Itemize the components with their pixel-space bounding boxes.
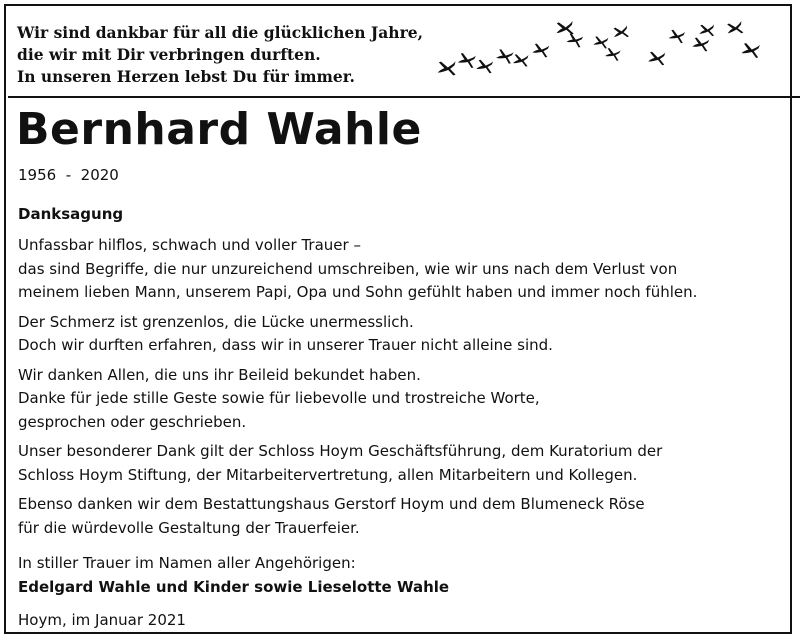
paragraph (18, 311, 788, 358)
poem-line: In unseren Herzen lebst Du für immer. (17, 67, 355, 86)
paragraph (18, 440, 788, 487)
notice-body (18, 204, 788, 633)
text-line: gesprochen oder geschrieben. (18, 412, 247, 431)
memorial-poem (17, 22, 423, 88)
paragraph (18, 493, 788, 540)
text-line: Unser besonderer Dank gilt der Schloss Hoym Geschäftsführung, dem Kuratorium der (18, 442, 663, 460)
signature-block (18, 552, 788, 599)
text-line: Doch wir durften erfahren, dass wir in unserer Trauer nicht alleine sind. (18, 336, 553, 354)
text-line: Danke für jede stille Geste sowie für liebevolle und trostreiche Worte, (18, 389, 540, 407)
header-divider (8, 96, 800, 98)
text-line: Unfassbar hilflos, schwach und voller Trauer – (18, 236, 361, 254)
deceased-name: Bernhard Wahle (16, 104, 422, 155)
life-years: 1956 - 2020 (18, 166, 119, 184)
text-line: Schloss Hoym Stiftung, der Mitarbeitervertretung, allen Mitarbeitern und Kollegen. (18, 465, 638, 484)
text-line: Der Schmerz ist grenzenlos, die Lücke unermesslich. (18, 312, 414, 331)
poem-line: Wir sind dankbar für all die glücklichen Jahre, (17, 23, 423, 42)
paragraph (18, 234, 788, 305)
text-line: für die würdevolle Gestaltung der Trauerfeier. (18, 518, 360, 537)
signature-names: Edelgard Wahle und Kinder sowie Lieselotte Wahle (18, 577, 450, 596)
text-line: Ebenso danken wir dem Bestattungshaus Gerstorf Hoym und dem Blumeneck Röse (18, 495, 645, 513)
paragraph (18, 364, 788, 435)
flying-birds-icon (425, 16, 775, 86)
text-line: das sind Begriffe, die nur unzureichend umschreiben, wie wir uns nach dem Verlust von (18, 259, 678, 278)
signature-intro: In stiller Trauer im Namen aller Angehörigen: (18, 554, 356, 572)
section-heading: Danksagung (18, 205, 124, 223)
poem-line: die wir mit Dir verbringen durften. (17, 45, 321, 64)
text-line: Wir danken Allen, die uns ihr Beileid bekundet haben. (18, 365, 421, 384)
place-and-date: Hoym, im Januar 2021 (18, 611, 186, 629)
text-line: meinem lieben Mann, unserem Papi, Opa und Sohn gefühlt haben und immer noch fühlen. (18, 283, 698, 301)
